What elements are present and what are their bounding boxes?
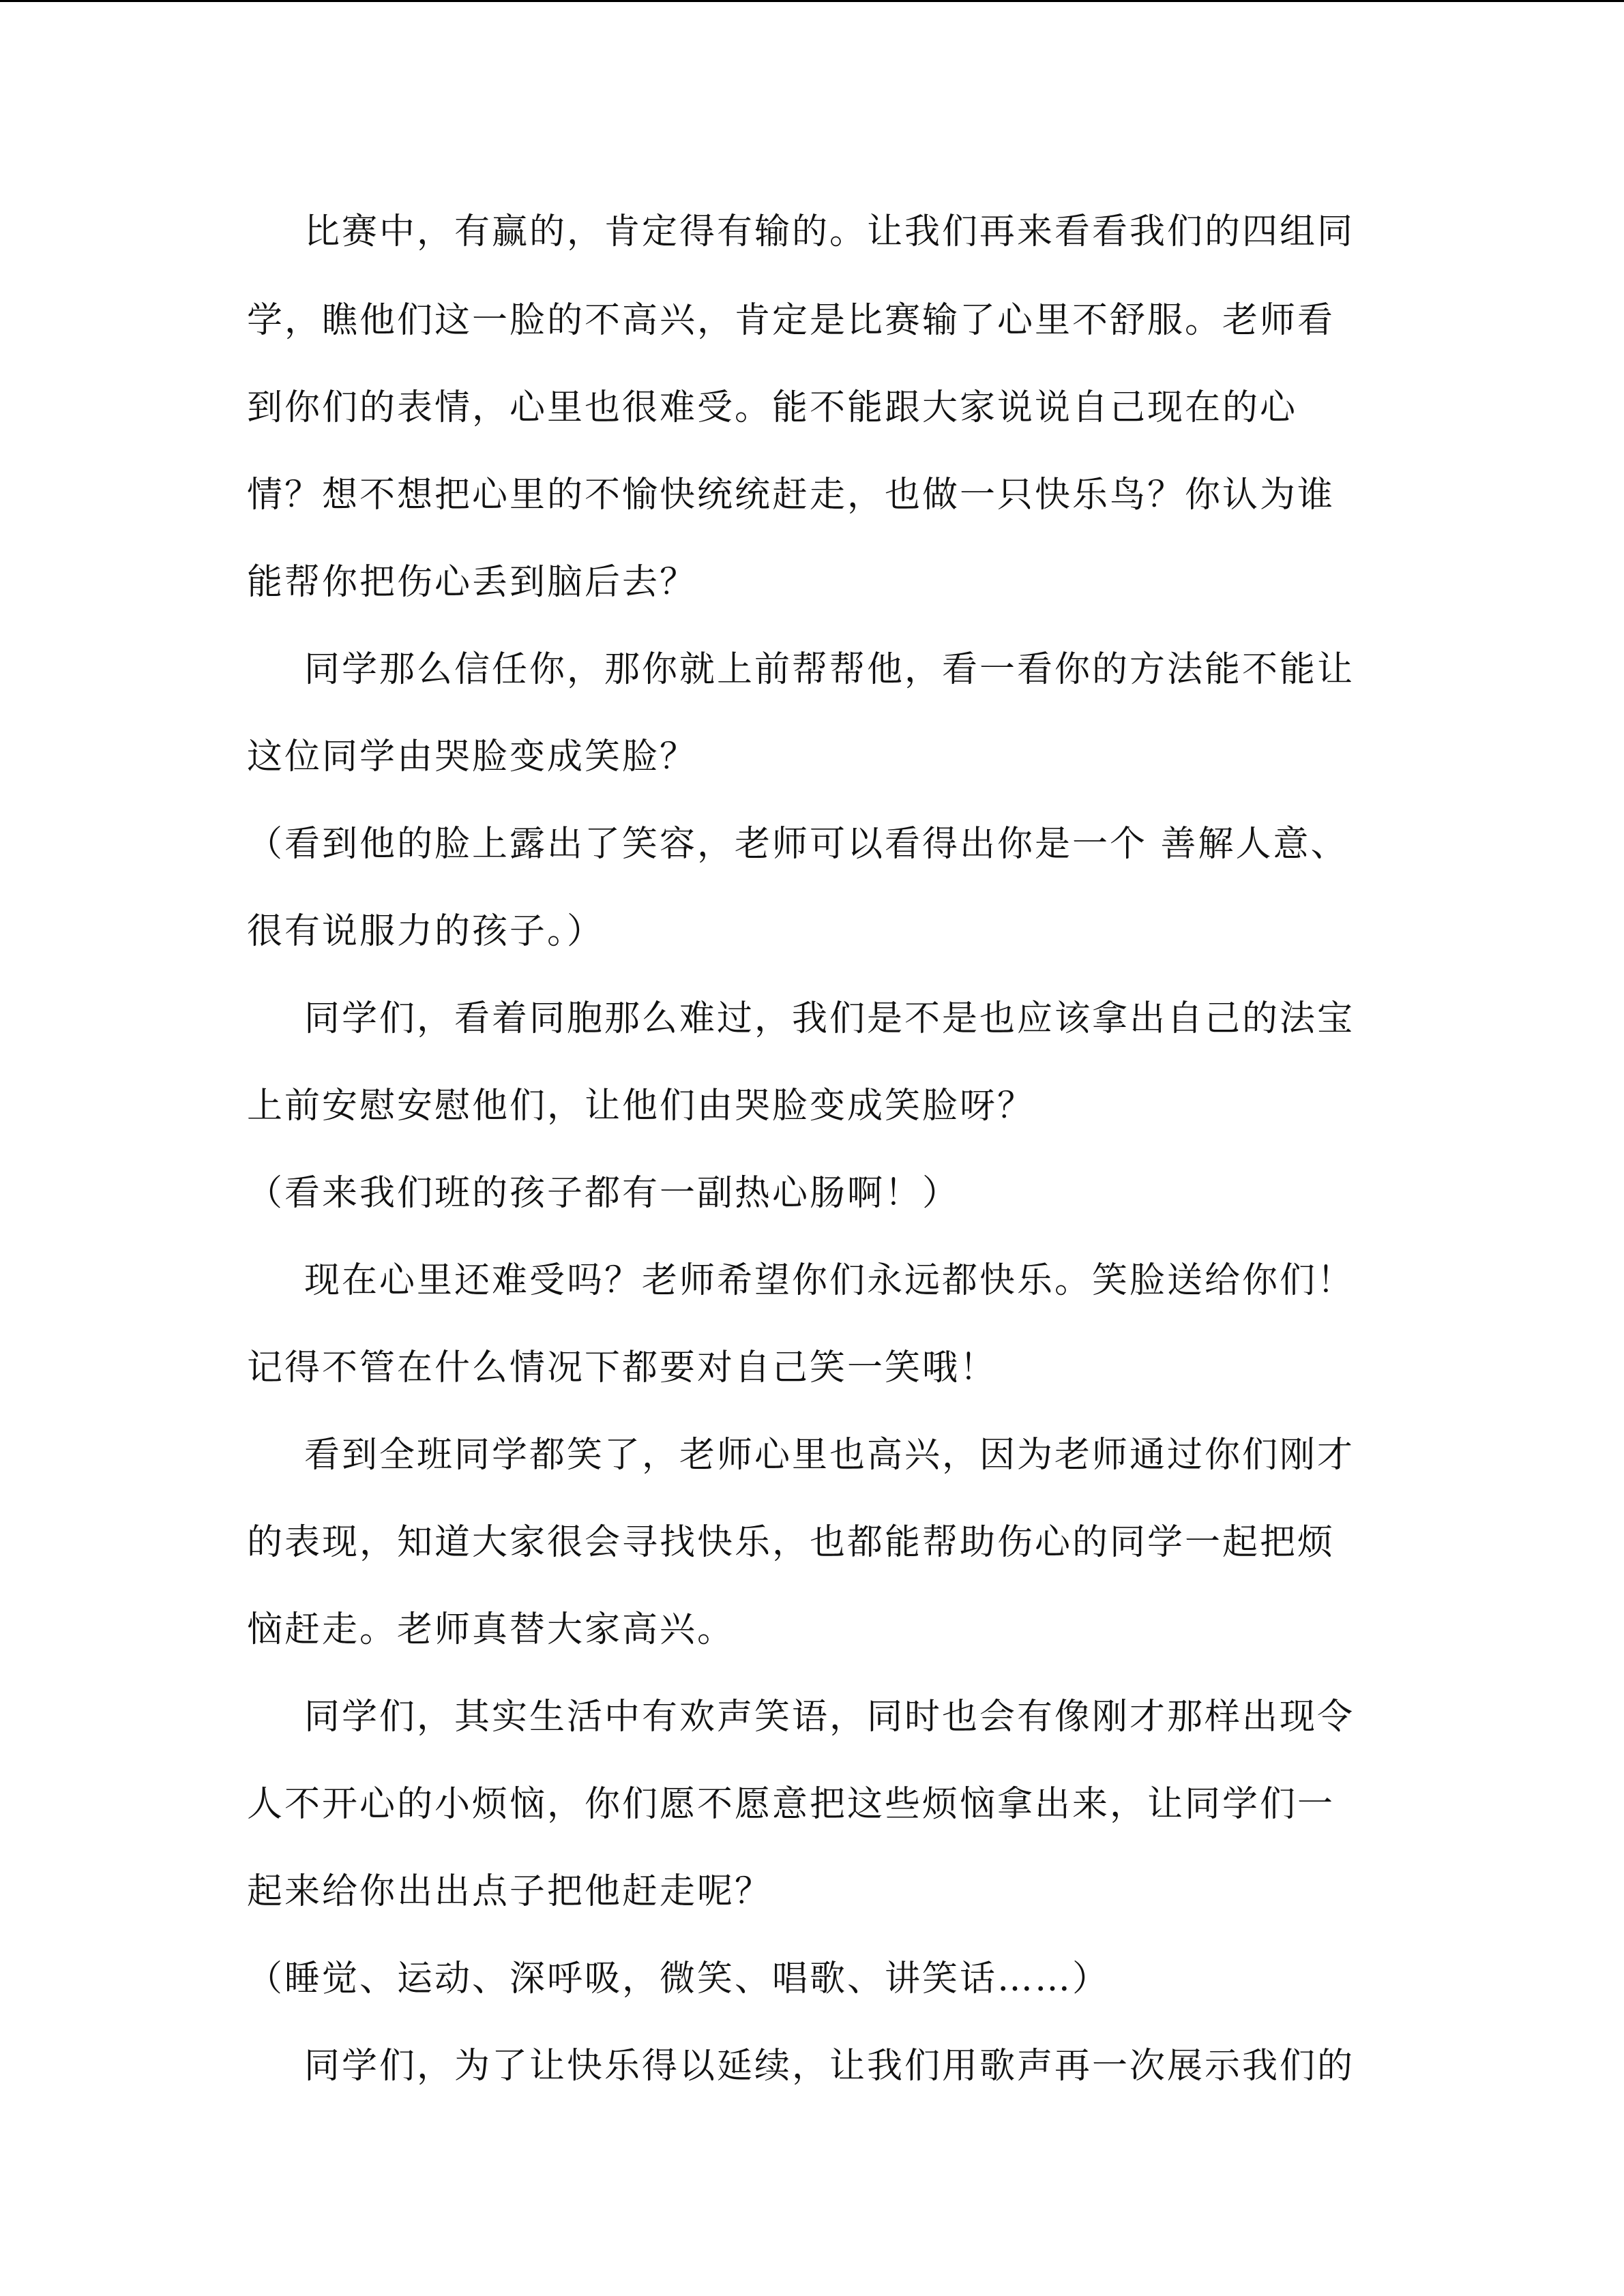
text-line: 学，瞧他们这一脸的不高兴，肯定是比赛输了心里不舒服。老师看 — [247, 300, 1335, 341]
text-line: 比赛中，有赢的，肯定得有输的。让我们再来看看我们的四组同 — [304, 211, 1355, 252]
text-line: （看来我们班的孩子都有一副热心肠啊！） — [247, 1173, 960, 1214]
text-line: 记得不管在什么情况下都要对自己笑一笑哦！ — [247, 1347, 998, 1388]
text-line: 同学那么信任你，那你就上前帮帮他，看一看你的方法能不能让 — [304, 649, 1355, 690]
text-line: 同学们，其实生活中有欢声笑语，同时也会有像刚才那样出现令 — [304, 1697, 1355, 1738]
text-line: 能帮你把伤心丢到脑后去？ — [247, 562, 698, 603]
text-line: 恼赶走。老师真替大家高兴。 — [247, 1609, 735, 1650]
text-line: 的表现，知道大家很会寻找快乐，也都能帮助伤心的同学一起把烦 — [247, 1522, 1335, 1563]
text-line: 到你们的表情，心里也很难受。能不能跟大家说说自己现在的心 — [247, 387, 1298, 428]
text-line: 很有说服力的孩子。） — [247, 911, 605, 952]
text-line: （睡觉、运动、深呼吸，微笑、唱歌、讲笑话……） — [247, 1958, 1110, 1999]
text-line: 人不开心的小烦恼，你们愿不愿意把这些烦恼拿出来，让同学们一 — [247, 1784, 1335, 1825]
top-border — [0, 0, 1624, 2]
text-line: 同学们，看着同胞那么难过，我们是不是也应该拿出自己的法宝 — [304, 998, 1355, 1039]
text-line: 起来给你出出点子把他赶走呢？ — [247, 1871, 773, 1912]
text-line: 上前安慰安慰他们，让他们由哭脸变成笑脸呀？ — [247, 1086, 1035, 1127]
text-line: 现在心里还难受吗？老师希望你们永远都快乐。笑脸送给你们！ — [304, 1260, 1355, 1301]
text-line: （看到他的脸上露出了笑容，老师可以看得出你是一个 善解人意、 — [247, 824, 1348, 865]
text-line: 这位同学由哭脸变成笑脸？ — [247, 736, 698, 777]
text-line: 看到全班同学都笑了，老师心里也高兴，因为老师通过你们刚才 — [304, 1435, 1355, 1476]
text-line: 情？想不想把心里的不愉快统统赶走，也做一只快乐鸟？你认为谁 — [247, 475, 1335, 516]
text-line: 同学们，为了让快乐得以延续，让我们用歌声再一次展示我们的 — [304, 2046, 1355, 2087]
